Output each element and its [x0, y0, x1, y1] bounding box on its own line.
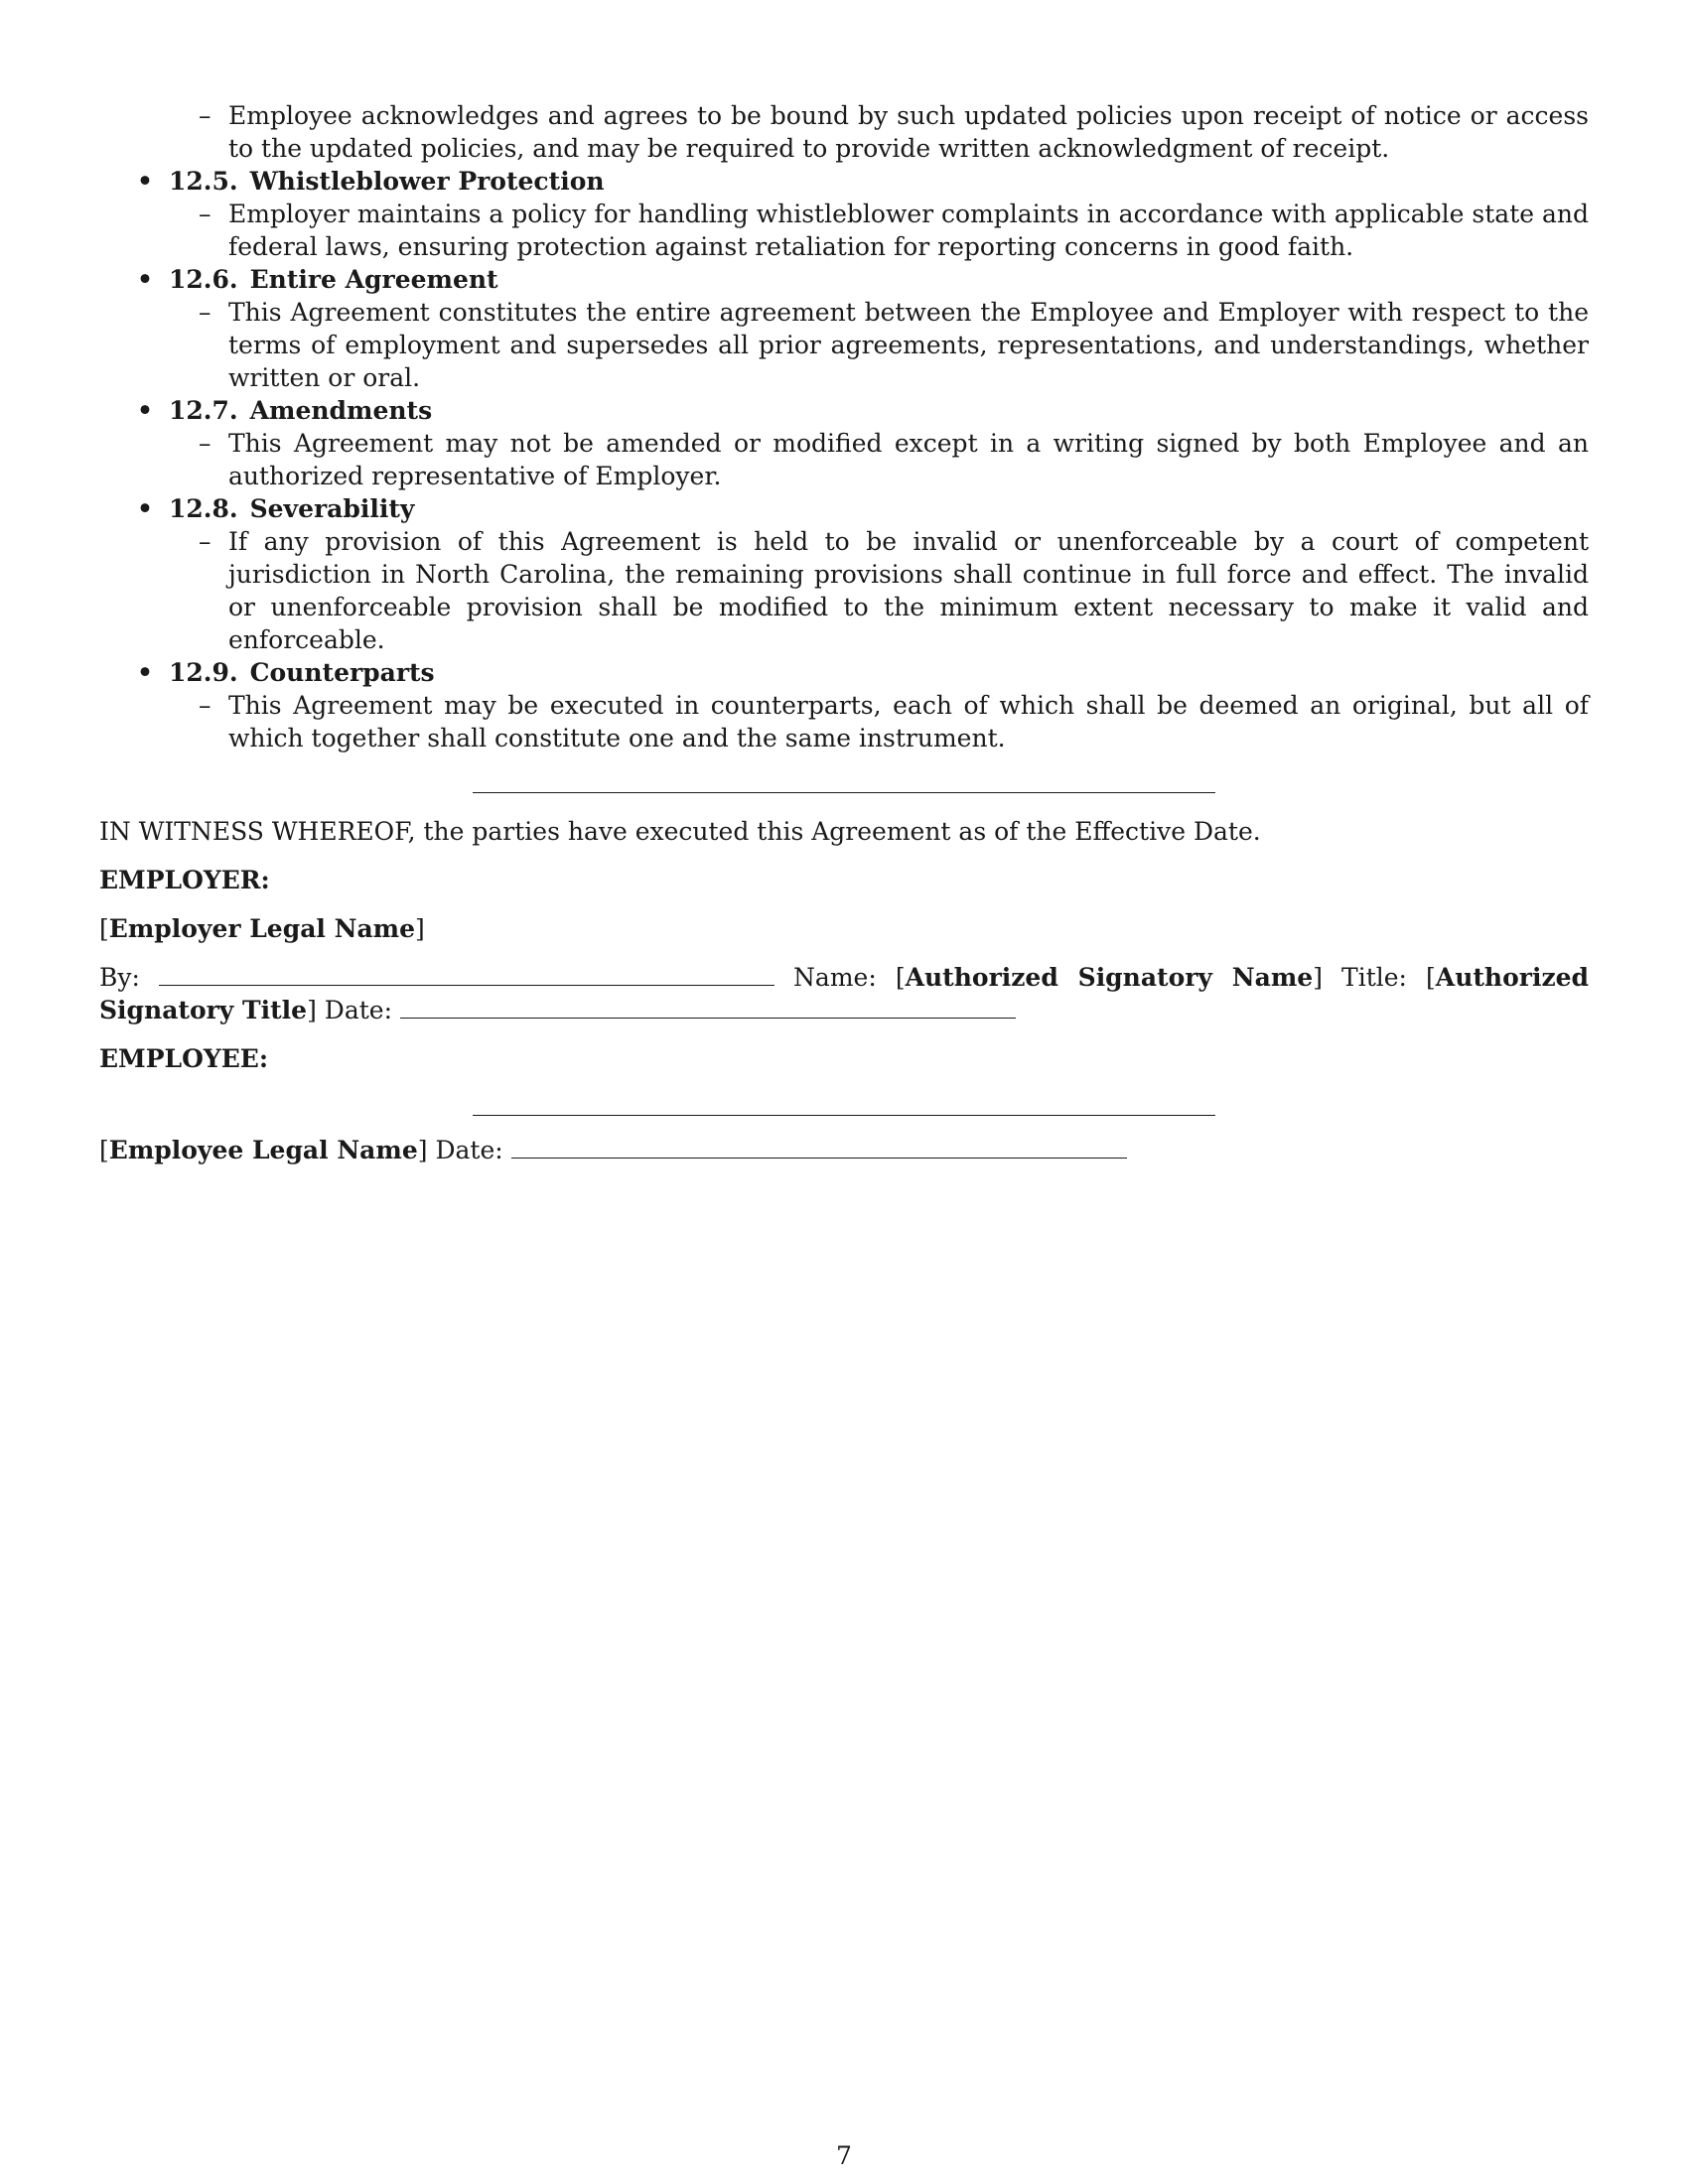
employee-date-label: Date: — [435, 1136, 503, 1164]
employer-date-line — [400, 996, 1016, 1019]
section-title-text: Counterparts — [249, 658, 435, 687]
section-list — [99, 99, 1589, 754]
employer-date-label: Date: — [324, 996, 393, 1024]
section-title — [169, 656, 1589, 689]
dash-marker: – — [199, 691, 211, 720]
bullet-marker: • — [137, 265, 153, 294]
employee-legal-name: Employee Legal Name — [108, 1136, 418, 1164]
section-12-7 — [99, 394, 1589, 492]
section-number: 12.8. — [169, 494, 238, 523]
section-title — [169, 263, 1589, 296]
section-number: 12.6. — [169, 265, 238, 294]
subitem-list — [169, 525, 1589, 656]
subitem — [169, 689, 1589, 754]
employee-signature-line — [473, 1115, 1215, 1116]
subitem-text: This Agreement constitutes the entire agreement between the Employee and Employer with respect to the terms of employment and supersedes all prior agreements, representations, and understandings, whether written or oral. — [228, 298, 1589, 392]
signatory-title: Authorized Signatory Title — [99, 963, 1590, 1024]
subitem-text: This Agreement may be executed in counterparts, each of which shall be deemed an original, but all of which together shall constitute one and the same instrument. — [228, 691, 1589, 752]
employer-signature-block: By: Name: [Authorized Signatory Name] Title: [Authorized Signatory Title] Date: — [99, 963, 1590, 1024]
section-title-text: Entire Agreement — [249, 265, 498, 294]
section-12-9 — [99, 656, 1589, 754]
subitem-text: Employee acknowledges and agrees to be bound by such updated policies upon receipt of notice or access to the updated policies, and may be required to provide written acknowledgment of receipt. — [228, 101, 1589, 163]
witness-statement: IN WITNESS WHEREOF, the parties have executed this Agreement as of the Effective Date. — [99, 817, 1261, 846]
employee-date-line — [511, 1136, 1127, 1159]
subitem-text: Employer maintains a policy for handling whistleblower complaints in accordance with applicable state and federal laws, ensuring protection against retaliation for reporting concerns in good faith. — [228, 200, 1589, 261]
section-title-text: Whistleblower Protection — [249, 167, 605, 196]
section-title — [169, 165, 1589, 198]
section-12-8 — [99, 492, 1589, 656]
horizontal-rule — [473, 792, 1215, 793]
subitem-list — [169, 198, 1589, 263]
section-title — [169, 492, 1589, 525]
name-label: Name: — [793, 963, 877, 992]
bullet-marker: • — [137, 396, 153, 425]
signatory-name: Authorized Signatory Name — [905, 963, 1314, 992]
employer-heading: EMPLOYER: — [99, 866, 270, 894]
subitem — [169, 296, 1589, 394]
subitem-list — [169, 689, 1589, 754]
subitem-text: If any provision of this Agreement is held to be invalid or unenforceable by a court of competent jurisdiction in North Carolina, the remaining provisions shall continue in full force and effect. The invalid or unenforceable provision shall be modified to the minimum extent necessary to make it valid and enforceable. — [228, 527, 1589, 654]
title-label: Title: — [1341, 963, 1407, 992]
section-number: 12.5. — [169, 167, 238, 196]
by-label: By: — [99, 963, 140, 992]
subitem-list — [169, 296, 1589, 394]
section-12-6 — [99, 263, 1589, 394]
bullet-marker: • — [137, 167, 153, 196]
section-number: 12.7. — [169, 396, 238, 425]
document-page — [99, 99, 1589, 1166]
bullet-marker: • — [137, 658, 153, 687]
subitem — [169, 198, 1589, 263]
subitem — [169, 99, 1589, 165]
subitem — [169, 427, 1589, 492]
subitem-list — [169, 99, 1589, 165]
dash-marker: – — [199, 429, 211, 458]
section-number: 12.9. — [169, 658, 238, 687]
dash-marker: – — [199, 298, 211, 327]
section-title — [169, 394, 1589, 427]
subitem — [169, 525, 1589, 656]
section-title-text: Amendments — [249, 396, 433, 425]
section-12-5 — [99, 165, 1589, 263]
employee-heading: EMPLOYEE: — [99, 1044, 269, 1073]
employer-legal-name-text: Employer Legal Name — [108, 914, 416, 943]
dash-marker: – — [199, 200, 211, 228]
bullet-marker: • — [137, 494, 153, 523]
dash-marker: – — [199, 527, 211, 556]
employee-signature-block: [Employee Legal Name] Date: — [99, 1134, 1589, 1166]
employer-signature-line — [159, 963, 774, 986]
employer-legal-name: [Employer Legal Name] — [99, 914, 425, 943]
page-number: 7 — [836, 2141, 852, 2170]
subitem-text: This Agreement may not be amended or modified except in a writing signed by both Employee and an authorized representative of Employer. — [228, 429, 1589, 490]
subitem-list — [169, 427, 1589, 492]
section-title-text: Severability — [249, 494, 415, 523]
section-continuation — [99, 99, 1589, 165]
dash-marker: – — [199, 101, 211, 130]
